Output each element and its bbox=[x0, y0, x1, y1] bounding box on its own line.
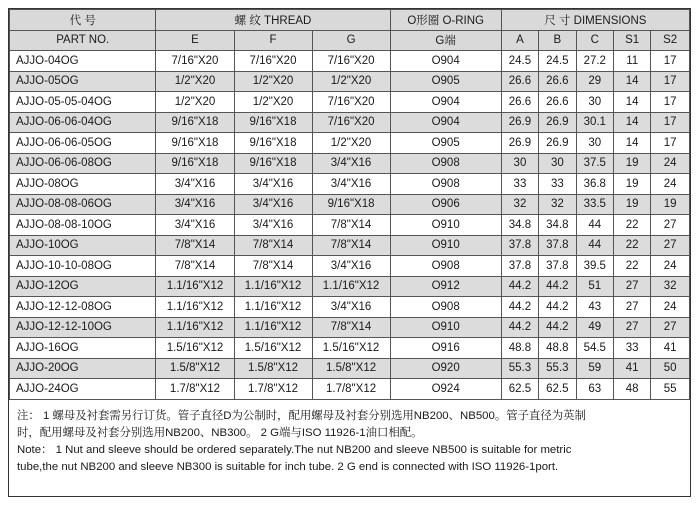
table-cell: O908 bbox=[390, 297, 501, 318]
table-row bbox=[10, 153, 690, 174]
table-cell: 3/4"X16 bbox=[156, 174, 234, 195]
table-cell: 48.8 bbox=[501, 338, 538, 359]
table-cell: 36.8 bbox=[576, 174, 613, 195]
table-cell: 44 bbox=[576, 215, 613, 236]
table-cell: 26.9 bbox=[501, 133, 538, 154]
table-cell: O910 bbox=[390, 235, 501, 256]
table-cell: 17 bbox=[651, 112, 690, 133]
table-body bbox=[10, 51, 690, 400]
table-cell: 19 bbox=[613, 174, 650, 195]
table-cell: 32 bbox=[651, 276, 690, 297]
table-row bbox=[10, 133, 690, 154]
table-cell: 51 bbox=[576, 276, 613, 297]
table-cell: 41 bbox=[613, 358, 650, 379]
table-cell: 55 bbox=[651, 379, 690, 400]
table-cell: O910 bbox=[390, 317, 501, 338]
table-cell: 27 bbox=[613, 317, 650, 338]
table-cell: 1/2"X20 bbox=[312, 133, 390, 154]
table-cell: 17 bbox=[651, 133, 690, 154]
table-cell: 43 bbox=[576, 297, 613, 318]
table-cell: 27 bbox=[613, 297, 650, 318]
table-cell: 3/4"X16 bbox=[156, 215, 234, 236]
table-cell: 7/16"X20 bbox=[156, 51, 234, 72]
table-cell: O905 bbox=[390, 133, 501, 154]
table-row bbox=[10, 276, 690, 297]
part-no-cell: AJJO-12-12-10OG bbox=[10, 317, 156, 338]
table-cell: 14 bbox=[613, 112, 650, 133]
table-cell: 37.8 bbox=[501, 256, 538, 277]
table-cell: 26.9 bbox=[539, 133, 576, 154]
table-cell: 1.1/16"X12 bbox=[234, 297, 312, 318]
table-cell: O924 bbox=[390, 379, 501, 400]
table-cell: O908 bbox=[390, 256, 501, 277]
table-cell: 24 bbox=[651, 174, 690, 195]
table-cell: 1/2"X20 bbox=[312, 71, 390, 92]
table-row bbox=[10, 358, 690, 379]
part-no-cell: AJJO-05-05-04OG bbox=[10, 92, 156, 113]
table-cell: 27.2 bbox=[576, 51, 613, 72]
part-no-cell: AJJO-10-10-08OG bbox=[10, 256, 156, 277]
table-cell: O904 bbox=[390, 112, 501, 133]
table-cell: 30 bbox=[576, 133, 613, 154]
table-cell: 3/4"X16 bbox=[156, 194, 234, 215]
table-cell: 17 bbox=[651, 71, 690, 92]
table-cell: O916 bbox=[390, 338, 501, 359]
table-cell: 1.5/16"X12 bbox=[234, 338, 312, 359]
table-cell: 33 bbox=[613, 338, 650, 359]
part-no-cell: AJJO-06-06-05OG bbox=[10, 133, 156, 154]
table-cell: 50 bbox=[651, 358, 690, 379]
table-cell: 14 bbox=[613, 133, 650, 154]
table-cell: 1.1/16"X12 bbox=[312, 276, 390, 297]
table-cell: 19 bbox=[651, 194, 690, 215]
table-cell: 48 bbox=[613, 379, 650, 400]
note-cn-line-1: 注： 1 螺母及衬套需另行订货。管子直径D为公制时，配用螺母及衬套分别选用NB200、NB500。管子直径为英制 bbox=[17, 409, 586, 422]
table-cell: 33.5 bbox=[576, 194, 613, 215]
table-cell: 34.8 bbox=[539, 215, 576, 236]
table-row bbox=[10, 235, 690, 256]
part-no-cell: AJJO-04OG bbox=[10, 51, 156, 72]
table-cell: O904 bbox=[390, 92, 501, 113]
table-cell: 9/16"X18 bbox=[312, 194, 390, 215]
table-cell: 37.8 bbox=[501, 235, 538, 256]
part-no-cell: AJJO-16OG bbox=[10, 338, 156, 359]
table-cell: 32 bbox=[501, 194, 538, 215]
table-row bbox=[10, 71, 690, 92]
table-cell: O912 bbox=[390, 276, 501, 297]
part-no-header-cn: 代 号 bbox=[10, 10, 156, 31]
table-cell: 37.8 bbox=[539, 235, 576, 256]
table-cell: 44.2 bbox=[539, 297, 576, 318]
table-cell: 44.2 bbox=[501, 297, 538, 318]
table-cell: 3/4"X16 bbox=[312, 153, 390, 174]
table-cell: 19 bbox=[613, 153, 650, 174]
table-row bbox=[10, 297, 690, 318]
table-cell: 44.2 bbox=[501, 276, 538, 297]
table-cell: 3/4"X16 bbox=[312, 174, 390, 195]
table-cell: 1.1/16"X12 bbox=[156, 317, 234, 338]
table-cell: 1.1/16"X12 bbox=[156, 276, 234, 297]
part-no-cell: AJJO-05OG bbox=[10, 71, 156, 92]
table-cell: 1.1/16"X12 bbox=[234, 317, 312, 338]
note-en-line-1: Note： 1 Nut and sleeve should be ordered separately.The nut NB200 and sleeve NB500 is suitable for metric bbox=[17, 443, 572, 456]
table-cell: 26.9 bbox=[501, 112, 538, 133]
table-cell: 26.6 bbox=[539, 71, 576, 92]
part-no-cell: AJJO-12OG bbox=[10, 276, 156, 297]
table-cell: 14 bbox=[613, 92, 650, 113]
table-cell: 55.3 bbox=[501, 358, 538, 379]
table-cell: 1.5/16"X12 bbox=[312, 338, 390, 359]
table-cell: 44.2 bbox=[539, 276, 576, 297]
note-cn-line-2: 时，配用螺母及衬套分别选用NB200、NB300。 2 G端与ISO 11926-1油口相配。 bbox=[17, 426, 423, 439]
table-cell: 3/4"X16 bbox=[234, 194, 312, 215]
table-cell: 1/2"X20 bbox=[156, 92, 234, 113]
table-cell: 26.6 bbox=[539, 92, 576, 113]
col-header-s2: S2 bbox=[651, 30, 690, 51]
table-cell: 30 bbox=[539, 153, 576, 174]
table-cell: 48.8 bbox=[539, 338, 576, 359]
table-cell: 7/8"X14 bbox=[312, 215, 390, 236]
table-cell: O910 bbox=[390, 215, 501, 236]
note-en-line-2: tube,the nut NB200 and sleeve NB300 is suitable for inch tube. 2 G end is connected with ISO 11926-1port. bbox=[17, 460, 559, 473]
table-cell: 1/2"X20 bbox=[156, 71, 234, 92]
table-cell: 62.5 bbox=[539, 379, 576, 400]
table-cell: 7/16"X20 bbox=[234, 51, 312, 72]
table-cell: 7/8"X14 bbox=[312, 317, 390, 338]
table-cell: O908 bbox=[390, 153, 501, 174]
table-cell: 30 bbox=[501, 153, 538, 174]
table-cell: 1.7/8"X12 bbox=[156, 379, 234, 400]
table-row bbox=[10, 174, 690, 195]
table-cell: 1.5/8"X12 bbox=[234, 358, 312, 379]
table-cell: 14 bbox=[613, 71, 650, 92]
table-row bbox=[10, 256, 690, 277]
table-cell: 27 bbox=[651, 317, 690, 338]
table-cell: 54.5 bbox=[576, 338, 613, 359]
table-row bbox=[10, 317, 690, 338]
table-cell: 27 bbox=[613, 276, 650, 297]
part-no-header-en: PART NO. bbox=[10, 30, 156, 51]
table-cell: 26.6 bbox=[501, 71, 538, 92]
table-cell: 9/16"X18 bbox=[234, 112, 312, 133]
table-cell: 39.5 bbox=[576, 256, 613, 277]
table-cell: 3/4"X16 bbox=[234, 174, 312, 195]
table-cell: 37.5 bbox=[576, 153, 613, 174]
table-row bbox=[10, 194, 690, 215]
table-cell: 59 bbox=[576, 358, 613, 379]
part-no-cell: AJJO-06-06-08OG bbox=[10, 153, 156, 174]
table-cell: 7/8"X14 bbox=[234, 235, 312, 256]
table-cell: 3/4"X16 bbox=[234, 215, 312, 236]
oring-header: O形圈 O-RING bbox=[390, 10, 501, 31]
table-cell: 9/16"X18 bbox=[156, 133, 234, 154]
table-cell: 1.5/8"X12 bbox=[156, 358, 234, 379]
table-cell: 24 bbox=[651, 297, 690, 318]
col-header-g-end: G端 bbox=[390, 30, 501, 51]
table-cell: O908 bbox=[390, 174, 501, 195]
notes bbox=[9, 400, 690, 476]
table-cell: 9/16"X18 bbox=[156, 153, 234, 174]
table-cell: 44.2 bbox=[539, 317, 576, 338]
table-cell: 22 bbox=[613, 215, 650, 236]
table-cell: 9/16"X18 bbox=[234, 153, 312, 174]
table-row bbox=[10, 215, 690, 236]
table-cell: 33 bbox=[501, 174, 538, 195]
thread-header: 螺 纹 THREAD bbox=[156, 10, 390, 31]
table-cell: 26.6 bbox=[501, 92, 538, 113]
table-cell: 24 bbox=[651, 153, 690, 174]
table-cell: 32 bbox=[539, 194, 576, 215]
col-header-b: B bbox=[539, 30, 576, 51]
part-no-cell: AJJO-24OG bbox=[10, 379, 156, 400]
col-header-a: A bbox=[501, 30, 538, 51]
col-header-c: C bbox=[576, 30, 613, 51]
part-no-cell: AJJO-08-08-06OG bbox=[10, 194, 156, 215]
table-cell: O904 bbox=[390, 51, 501, 72]
table-cell: 7/8"X14 bbox=[156, 256, 234, 277]
table-cell: 17 bbox=[651, 92, 690, 113]
table-cell: 1.7/8"X12 bbox=[234, 379, 312, 400]
col-header-g: G bbox=[312, 30, 390, 51]
table-cell: 7/16"X20 bbox=[312, 112, 390, 133]
table-row bbox=[10, 51, 690, 72]
table-cell: 17 bbox=[651, 51, 690, 72]
table-row bbox=[10, 379, 690, 400]
table-cell: O920 bbox=[390, 358, 501, 379]
table-cell: 30 bbox=[576, 92, 613, 113]
table-cell: 1.1/16"X12 bbox=[234, 276, 312, 297]
dimensions-header: 尺 寸 DIMENSIONS bbox=[501, 10, 689, 31]
table-cell: 1/2"X20 bbox=[234, 71, 312, 92]
table-cell: 7/16"X20 bbox=[312, 51, 390, 72]
part-no-cell: AJJO-12-12-08OG bbox=[10, 297, 156, 318]
table-cell: 1.7/8"X12 bbox=[312, 379, 390, 400]
table-cell: 30.1 bbox=[576, 112, 613, 133]
table-cell: 24.5 bbox=[501, 51, 538, 72]
table-cell: 7/16"X20 bbox=[312, 92, 390, 113]
table-cell: 33 bbox=[539, 174, 576, 195]
col-header-e: E bbox=[156, 30, 234, 51]
table-cell: 29 bbox=[576, 71, 613, 92]
table-cell: 19 bbox=[613, 194, 650, 215]
table-cell: 1.1/16"X12 bbox=[156, 297, 234, 318]
part-no-cell: AJJO-10OG bbox=[10, 235, 156, 256]
table-cell: 7/8"X14 bbox=[312, 235, 390, 256]
table-cell: 22 bbox=[613, 256, 650, 277]
table-cell: 24.5 bbox=[539, 51, 576, 72]
table-cell: 9/16"X18 bbox=[156, 112, 234, 133]
table-cell: O905 bbox=[390, 71, 501, 92]
table-cell: O906 bbox=[390, 194, 501, 215]
table-cell: 55.3 bbox=[539, 358, 576, 379]
table-cell: 9/16"X18 bbox=[234, 133, 312, 154]
table-cell: 26.9 bbox=[539, 112, 576, 133]
table-cell: 24 bbox=[651, 256, 690, 277]
spec-table bbox=[9, 9, 690, 400]
table-cell: 1/2"X20 bbox=[234, 92, 312, 113]
table-cell: 27 bbox=[651, 235, 690, 256]
table-cell: 3/4"X16 bbox=[312, 256, 390, 277]
col-header-f: F bbox=[234, 30, 312, 51]
col-header-s1: S1 bbox=[613, 30, 650, 51]
table-cell: 44.2 bbox=[501, 317, 538, 338]
table-cell: 7/8"X14 bbox=[234, 256, 312, 277]
table-row bbox=[10, 112, 690, 133]
table-cell: 63 bbox=[576, 379, 613, 400]
table-cell: 49 bbox=[576, 317, 613, 338]
table-cell: 22 bbox=[613, 235, 650, 256]
table-cell: 27 bbox=[651, 215, 690, 236]
part-no-cell: AJJO-08-08-10OG bbox=[10, 215, 156, 236]
table-row bbox=[10, 338, 690, 359]
table-cell: 7/8"X14 bbox=[156, 235, 234, 256]
table-cell: 34.8 bbox=[501, 215, 538, 236]
table-cell: 41 bbox=[651, 338, 690, 359]
table-cell: 11 bbox=[613, 51, 650, 72]
part-no-cell: AJJO-08OG bbox=[10, 174, 156, 195]
table-cell: 3/4"X16 bbox=[312, 297, 390, 318]
table-row bbox=[10, 92, 690, 113]
table-cell: 62.5 bbox=[501, 379, 538, 400]
part-no-cell: AJJO-20OG bbox=[10, 358, 156, 379]
part-no-cell: AJJO-06-06-04OG bbox=[10, 112, 156, 133]
table-cell: 1.5/16"X12 bbox=[156, 338, 234, 359]
table-cell: 37.8 bbox=[539, 256, 576, 277]
spec-sheet bbox=[8, 8, 691, 497]
table-cell: 1.5/8"X12 bbox=[312, 358, 390, 379]
table-cell: 44 bbox=[576, 235, 613, 256]
